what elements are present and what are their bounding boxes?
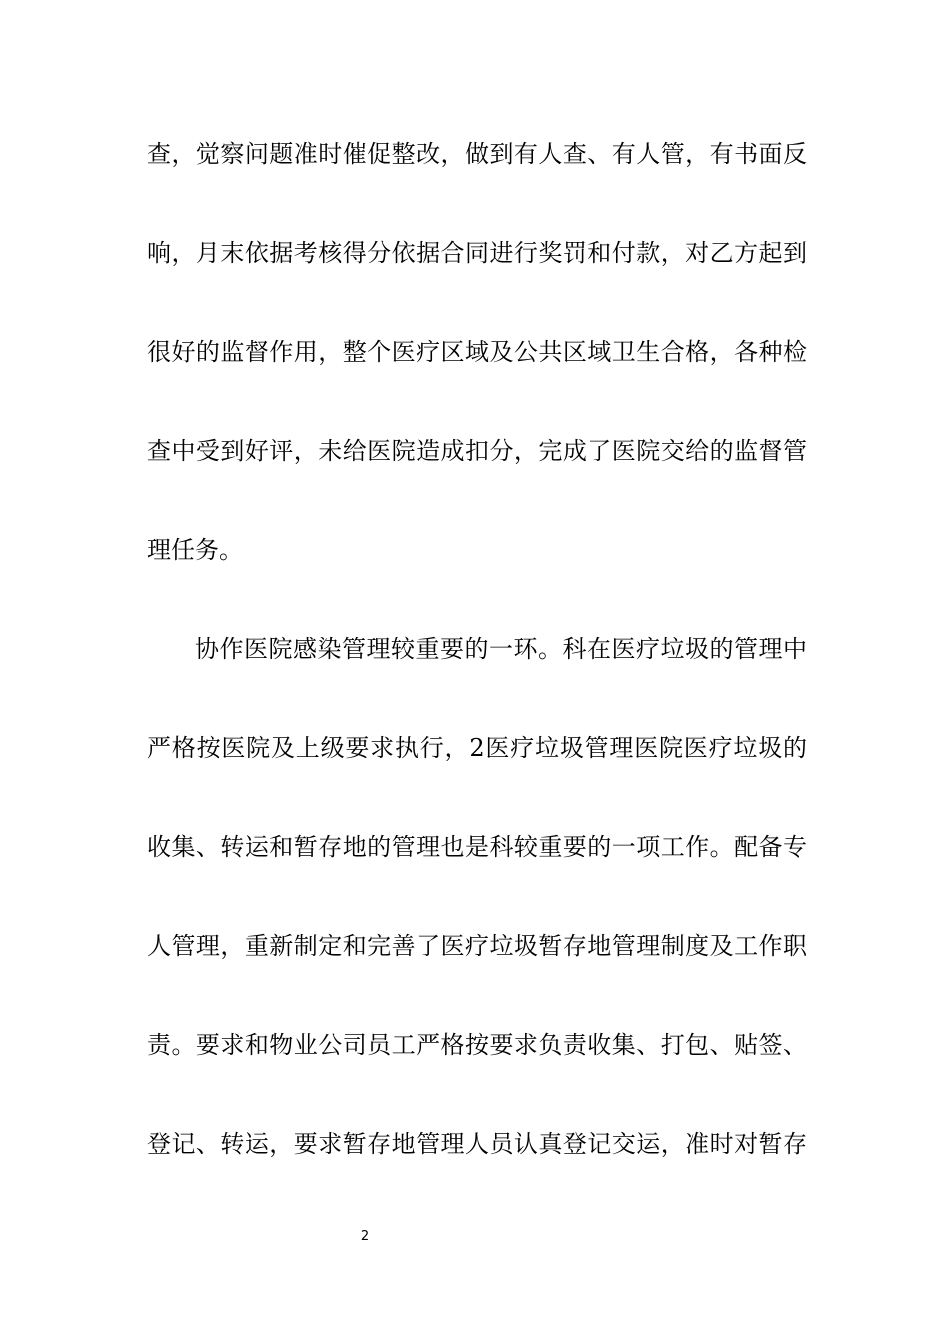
paragraph-2-line-2: 严格按医院及上级要求执行，2医疗垃圾管理医院医疗垃圾的 [147, 734, 807, 762]
paragraph-1-line-2: 响，月末依据考核得分依据合同进行奖罚和付款，对乙方起到 [147, 239, 807, 267]
paragraph-2-line-5: 责。要求和物业公司员工严格按要求负责收集、打包、贴签、 [147, 1031, 807, 1059]
paragraph-1-line-3: 很好的监督作用，整个医疗区域及公共区域卫生合格，各种检 [147, 338, 807, 366]
page-number: 2 [360, 1229, 370, 1244]
paragraph-2-line-1: 协作医院感染管理较重要的一环。科在医疗垃圾的管理中 [195, 635, 807, 663]
paragraph-2-line-6: 登记、转运，要求暂存地管理人员认真登记交运，准时对暂存 [147, 1130, 807, 1158]
paragraph-2-line-4: 人管理，重新制定和完善了医疗垃圾暂存地管理制度及工作职 [147, 932, 807, 960]
paragraph-2-line-3: 收集、转运和暂存地的管理也是科较重要的一项工作。配备专 [147, 833, 807, 861]
paragraph-1-line-1: 查，觉察问题准时催促整改，做到有人查、有人管，有书面反 [147, 140, 807, 168]
paragraph-1-line-5: 理任务。 [147, 536, 243, 564]
paragraph-1-line-4: 查中受到好评，未给医院造成扣分，完成了医院交给的监督管 [147, 437, 807, 465]
